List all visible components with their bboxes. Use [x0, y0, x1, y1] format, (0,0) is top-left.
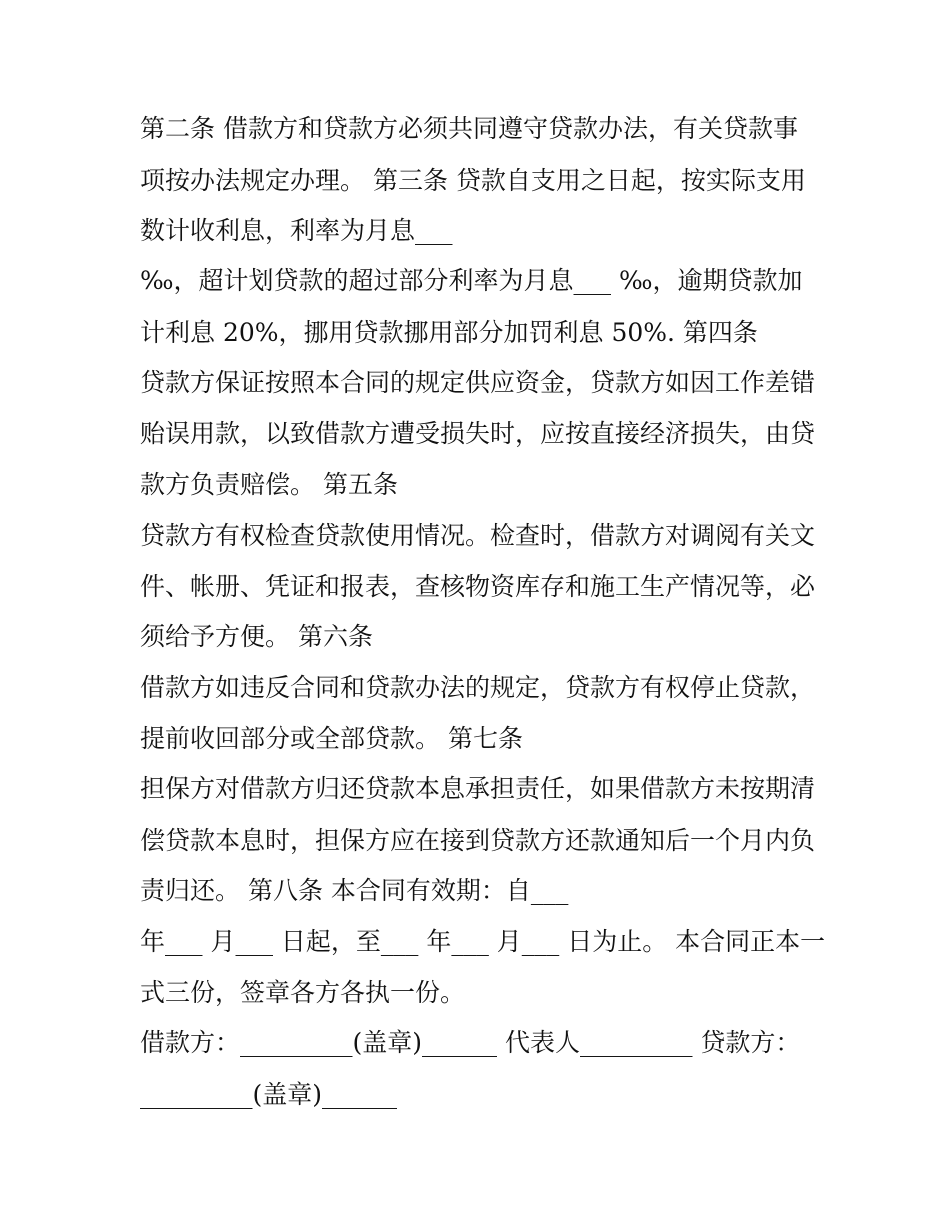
text-line-4: ‰，超计划贷款的超过部分利率为月息___ ‰，逾期贷款加 [140, 266, 803, 295]
text-line-6: 贷款方保证按照本合同的规定供应资金，贷款方如因工作差错 [140, 368, 816, 397]
text-line-7: 贻误用款，以致借款方遭受损失时，应按直接经济损失，由贷 [140, 419, 816, 448]
text-line-1: 第二条 借款方和贷款方必须共同遵守贷款办法，有关贷款事 [140, 114, 798, 143]
text-line-10: 件、帐册、凭证和报表，查核物资库存和施工生产情况等，必 [140, 572, 816, 601]
text-line-15: 偿贷款本息时，担保方应在接到贷款方还款通知后一个月内负 [140, 826, 816, 855]
signature-line-2: _________(盖章)______ [140, 1080, 398, 1109]
text-line-8: 款方负责赔偿。 第五条 [140, 470, 398, 499]
text-line-9: 贷款方有权检查贷款使用情况。检查时，借款方对调阅有关文 [140, 521, 816, 550]
text-line-14: 担保方对借款方归还贷款本息承担责任，如果借款方未按期清 [140, 774, 816, 803]
text-line-3: 数计收利息，利率为月息___ [140, 216, 453, 245]
text-line-18: 式三份，签章各方各执一份。 [140, 978, 466, 1007]
text-line-11: 须给予方便。 第六条 [140, 622, 373, 651]
text-line-5: 计利息 20%，挪用贷款挪用部分加罚利息 50%. 第四条 [140, 318, 758, 347]
text-line-2: 项按办法规定办理。 第三条 贷款自支用之日起，按实际支用 [140, 166, 806, 195]
text-line-16: 责归还。 第八条 本合同有效期：自___ [140, 876, 569, 905]
text-line-12: 借款方如违反合同和贷款办法的规定，贷款方有权停止贷款， [140, 673, 816, 702]
text-line-17: 年___ 月___ 日起，至___ 年___ 月___ 日为止。 本合同正本一 [140, 927, 826, 956]
signature-line-1: 借款方：_________(盖章)______ 代表人_________ 贷款方： [140, 1028, 801, 1057]
text-line-13: 提前收回部分或全部贷款。 第七条 [140, 724, 523, 753]
